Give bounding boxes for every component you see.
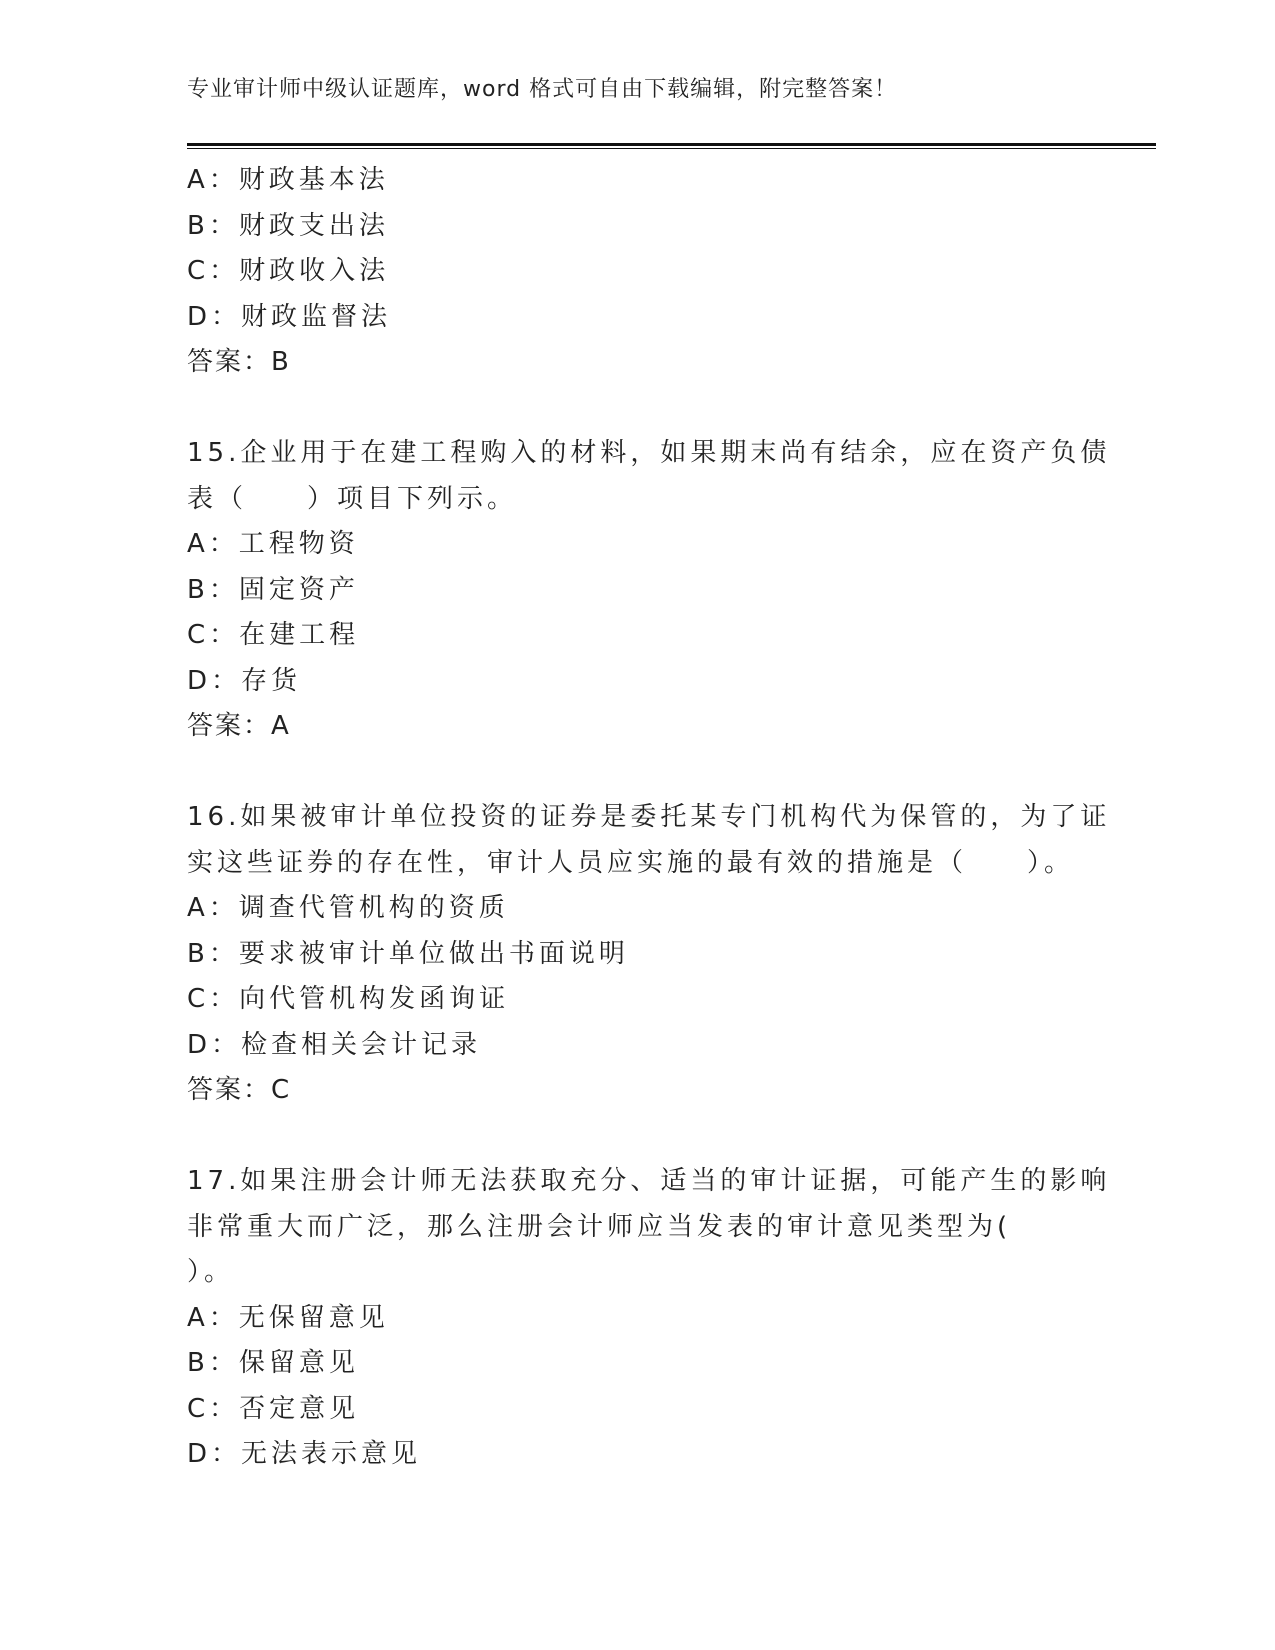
question-stem-line: 15.企业用于在建工程购入的材料，如果期末尚有结余，应在资产负债: [187, 438, 1111, 468]
option-c: C：向代管机构发函询证: [187, 984, 510, 1014]
question-stem-line: 非常重大而广泛，那么注册会计师应当发表的审计意见类型为(: [187, 1211, 1012, 1242]
option-b: B：要求被审计单位做出书面说明: [187, 938, 629, 969]
question-14: [187, 158, 1087, 386]
header-rule: [187, 143, 1156, 150]
option-c: C：否定意见: [187, 1393, 360, 1424]
spacer: [187, 1114, 1087, 1160]
answer: 答案：B: [187, 347, 291, 377]
question-stem-line: ）。: [187, 1257, 235, 1287]
option-d: D：存货: [187, 665, 302, 696]
question-content: [187, 158, 1111, 1478]
header-rule-thick: [187, 143, 1156, 146]
question-15: [187, 431, 1111, 750]
option-d: D：检查相关会计记录: [187, 1029, 482, 1060]
spacer: [187, 750, 1087, 796]
question-stem-line: 17.如果注册会计师无法获取充分、适当的审计证据，可能产生的影响: [187, 1166, 1111, 1196]
question-17: [187, 1159, 1111, 1478]
page-header: 专业审计师中级认证题库，word 格式可自由下载编辑，附完整答案！: [187, 77, 898, 102]
answer: 答案：C: [187, 1075, 292, 1105]
option-b: B：财政支出法: [187, 210, 389, 241]
option-a: A：无保留意见: [187, 1302, 389, 1333]
spacer: [187, 386, 1087, 432]
option-c: C：财政收入法: [187, 256, 390, 286]
option-b: B：保留意见: [187, 1348, 359, 1378]
question-16: [187, 795, 1111, 1114]
option-a: A：调查代管机构的资质: [187, 893, 509, 923]
option-d: D：财政监督法: [187, 301, 392, 332]
question-stem-line: 16.如果被审计单位投资的证券是委托某专门机构代为保管的，为了证: [187, 802, 1111, 832]
option-d: D：无法表示意见: [187, 1439, 422, 1469]
option-a: A：财政基本法: [187, 165, 389, 195]
option-b: B：固定资产: [187, 574, 359, 605]
option-a: A：工程物资: [187, 529, 359, 559]
question-stem-line: 实这些证券的存在性，审计人员应实施的最有效的措施是（ ）。: [187, 847, 1075, 878]
option-c: C：在建工程: [187, 620, 360, 650]
header-rule-thin: [187, 148, 1156, 149]
question-stem-line: 表（ ）项目下列示。: [187, 483, 518, 514]
answer: 答案：A: [187, 711, 291, 741]
